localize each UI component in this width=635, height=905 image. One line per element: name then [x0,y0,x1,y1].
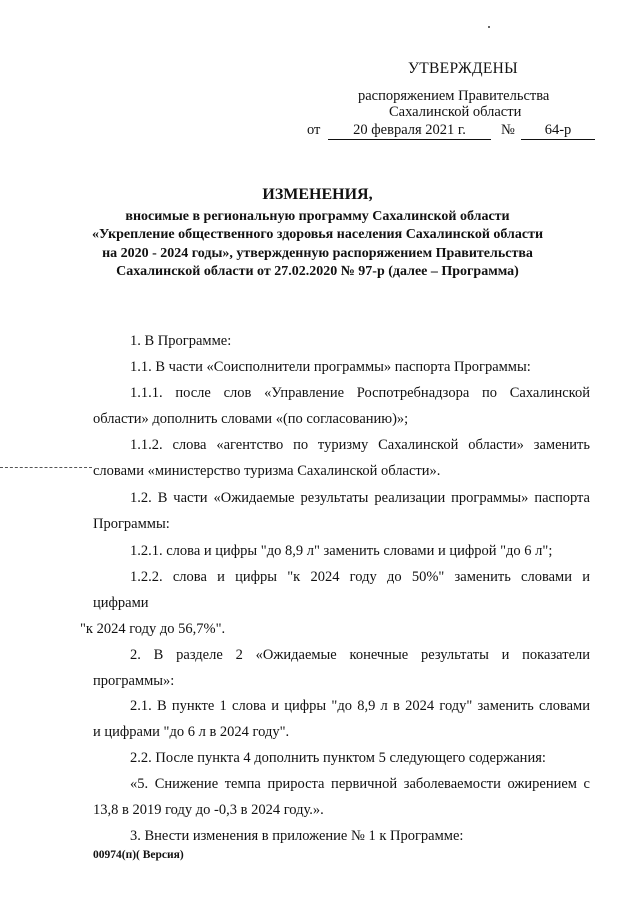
paragraph-1-2-2-line-2: цифрами [93,595,149,611]
paragraph-1-1-2-line-2: словами «министерство туризма Сахалинской области». [93,463,441,479]
paragraph-1-2-2-line-3: "к 2024 году до 56,7%". [80,621,226,637]
subtitle-line-1: вносимые в региональную программу Сахалинской области [125,209,510,224]
paragraph-2-2: 2.2. После пункта 4 дополнить пунктом 5 следующего содержания: [130,750,546,766]
approval-line-2: Сахалинской области [389,104,522,120]
approval-line-1: распоряжением Правительства [358,88,550,104]
paragraph-1-1-2-line-1: 1.1.2. слова «агентство по туризму Сахалинской области» заменить [130,437,590,453]
subtitle-line-4: Сахалинской области от 27.02.2020 № 97-р (далее – Программа) [116,263,519,279]
paragraph-1-1: 1.1. В части «Соисполнители программы» паспорта Программы: [130,359,531,375]
paragraph-1-2-line-2: Программы: [93,516,170,532]
paragraph-1-2-1: 1.2.1. слова и цифры "до 8,9 л" заменить словами и цифрой "до 6 л"; [130,543,553,559]
approval-date-field [328,122,491,140]
subtitle-line-3: на 2020 - 2024 годы», утвержденную распоряжением Правительства [102,245,533,261]
margin-dash-line [0,467,92,468]
approval-number-label: № [501,122,515,138]
document-title: ИЗМЕНЕНИЯ, [262,186,373,203]
paragraph-1-2-2-line-1: 1.2.2. слова и цифры "к 2024 году до 50%" заменить словами и [130,569,590,585]
approval-date: 20 февраля 2021 г. [328,122,491,140]
paragraph-2-line-1: 2. В разделе 2 «Ожидаемые конечные результаты и показатели [130,647,590,663]
paragraph-2-1-line-1: 2.1. В пункте 1 слова и цифры "до 8,9 л в 2024 году" заменить словами [130,698,590,714]
paragraph-1-1-1-line-2: области» дополнить словами «(по согласованию)»; [93,411,409,427]
footer-code: 00974(п)( Версия) [93,849,184,861]
approval-from-label: от [307,122,321,138]
approval-heading: УТВЕРЖДЕНЫ [408,60,518,77]
paragraph-quote-line-1: «5. Снижение темпа прироста первичной заболеваемости ожирением с [130,776,590,792]
document-subtitle [0,208,635,281]
paragraph-2-1-line-2: и цифрами "до 6 л в 2024 году". [93,724,290,740]
scan-speck [488,26,490,28]
approval-number-field [521,122,595,140]
paragraph-3: 3. Внести изменения в приложение № 1 к Программе: [130,828,464,844]
paragraph-1: 1. В Программе: [130,333,232,349]
subtitle-line-2: «Укрепление общественного здоровья населения Сахалинской области [91,227,544,243]
paragraph-1-2-line-1: 1.2. В части «Ожидаемые результаты реализации программы» паспорта [130,490,590,506]
paragraph-quote-line-2: 13,8 в 2019 году до -0,3 в 2024 году.». [93,802,324,818]
paragraph-2-line-2: программы»: [93,673,175,689]
paragraph-1-1-1-line-1: 1.1.1. после слов «Управление Роспотребнадзора по Сахалинской [130,385,590,401]
approval-number: 64-р [521,122,595,140]
